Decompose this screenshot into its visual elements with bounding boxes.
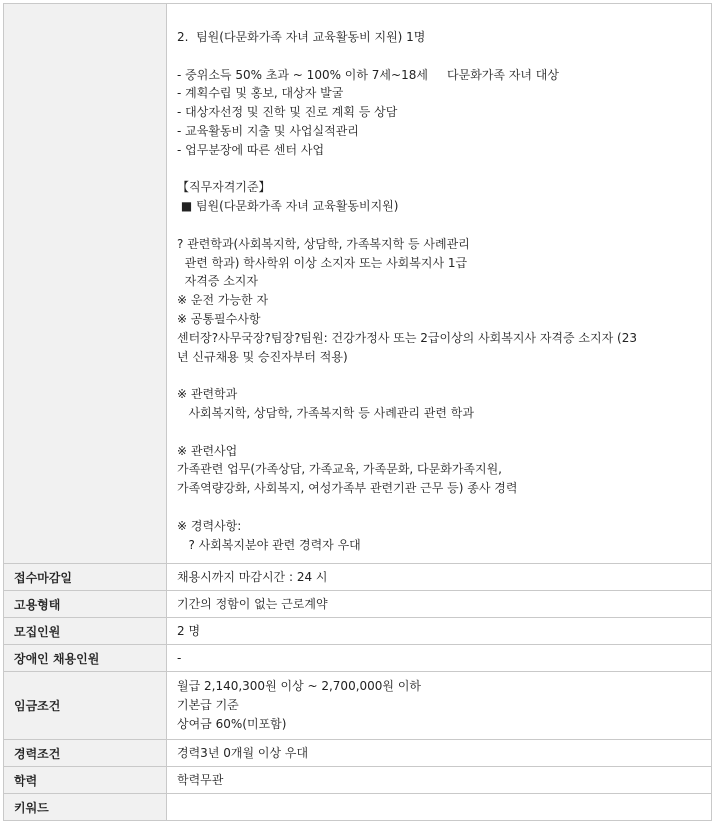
description-line: 센터장?사무국장?팀장?팀원: 건강가정사 또는 2급이상의 사회복지사 자격증 소지자 (23 (177, 330, 637, 345)
row-label: 고용형태 (4, 591, 167, 618)
description-line: 가족관련 업무(가족상담, 가족교육, 가족문화, 다문화가족지원, (177, 462, 502, 477)
description-cell (167, 4, 712, 564)
row-value (167, 618, 712, 645)
row-value-line: 기간의 정함이 없는 근로계약 (177, 596, 328, 611)
description-line: - 대상자선정 및 진학 및 진로 계획 등 상담 (177, 105, 398, 120)
row-value-line: 채용시까지 마감시간 : 24 시 (177, 569, 328, 584)
row-value-line: 상여금 60%(미포함) (177, 716, 287, 731)
row-value (167, 740, 712, 767)
description-line (177, 366, 703, 385)
row-value-line: 월급 2,140,300원 이상 ~ 2,700,000원 이하 (177, 679, 422, 694)
row-value (167, 591, 712, 618)
description-line: ※ 공통필수사항 (177, 311, 261, 326)
job-posting-table (3, 3, 712, 821)
description-line (177, 498, 703, 517)
description-line: ? 관련학과(사회복지학, 상담학, 가족복지학 등 사례관리 (177, 236, 470, 251)
description-header-cell (4, 4, 167, 564)
description-line: 【직무자격기준】 (177, 180, 271, 195)
description-line (177, 423, 703, 442)
job-posting-body (4, 4, 712, 821)
description-line: 사회복지학, 상담학, 가족복지학 등 사례관리 관련 학과 (177, 405, 474, 420)
description-line: 자격증 소지자 (177, 274, 258, 289)
row-value-line: 기본급 기준 (177, 698, 239, 713)
description-line (177, 47, 703, 66)
row-label: 임금조건 (4, 672, 167, 740)
description-line: 2. 팀원(다문화가족 자녀 교육활동비 지원) 1명 (177, 30, 426, 44)
description-line: - 계획수립 및 홍보, 대상자 발굴 (177, 86, 344, 101)
info-row (4, 564, 712, 591)
description-line: ※ 경력사항: (177, 518, 242, 533)
row-label: 학력 (4, 767, 167, 794)
info-row (4, 740, 712, 767)
row-value-line: 학력무관 (177, 772, 224, 787)
row-label: 경력조건 (4, 740, 167, 767)
info-row (4, 618, 712, 645)
description-line: 년 신규채용 및 승진자부터 적용) (177, 349, 348, 364)
description-line (177, 160, 703, 179)
description-line: - 중위소득 50% 초과 ~ 100% 이하 7세~18세 다문화가족 자녀 대상 (177, 67, 559, 82)
row-value-line: 2 명 (177, 623, 201, 638)
description-line: ※ 관련학과 (177, 387, 238, 402)
description-line: ※ 관련사업 (177, 443, 238, 458)
row-value (167, 794, 712, 821)
description-line: ? 사회복지분야 관련 경력자 우대 (177, 537, 361, 552)
row-value (167, 767, 712, 794)
info-row (4, 794, 712, 821)
description-row (4, 4, 712, 564)
row-value-line: 경력3년 0개월 이상 우대 (177, 745, 309, 760)
row-label: 장애인 채용인원 (4, 645, 167, 672)
row-label: 모집인원 (4, 618, 167, 645)
description-line: ※ 운전 가능한 자 (177, 293, 269, 308)
row-value (167, 672, 712, 740)
row-value (167, 564, 712, 591)
info-row (4, 591, 712, 618)
description-line: - 업무분장에 따른 센터 사업 (177, 142, 325, 157)
description-line: 가족역량강화, 사회복지, 여성가족부 관련기관 근무 등) 종사 경력 (177, 481, 518, 496)
description-line: 관련 학과) 학사학위 이상 소지자 또는 사회복지사 1급 (177, 255, 468, 270)
info-row (4, 767, 712, 794)
row-value (167, 645, 712, 672)
description-line (177, 216, 703, 235)
row-label: 키워드 (4, 794, 167, 821)
row-value-line: - (177, 650, 182, 665)
description-line: - 교육활동비 지출 및 사업실적관리 (177, 123, 359, 138)
row-label: 접수마감일 (4, 564, 167, 591)
description-line: ■ 팀원(다문화가족 자녀 교육활동비지원) (177, 199, 399, 214)
info-row (4, 672, 712, 740)
info-row (4, 645, 712, 672)
